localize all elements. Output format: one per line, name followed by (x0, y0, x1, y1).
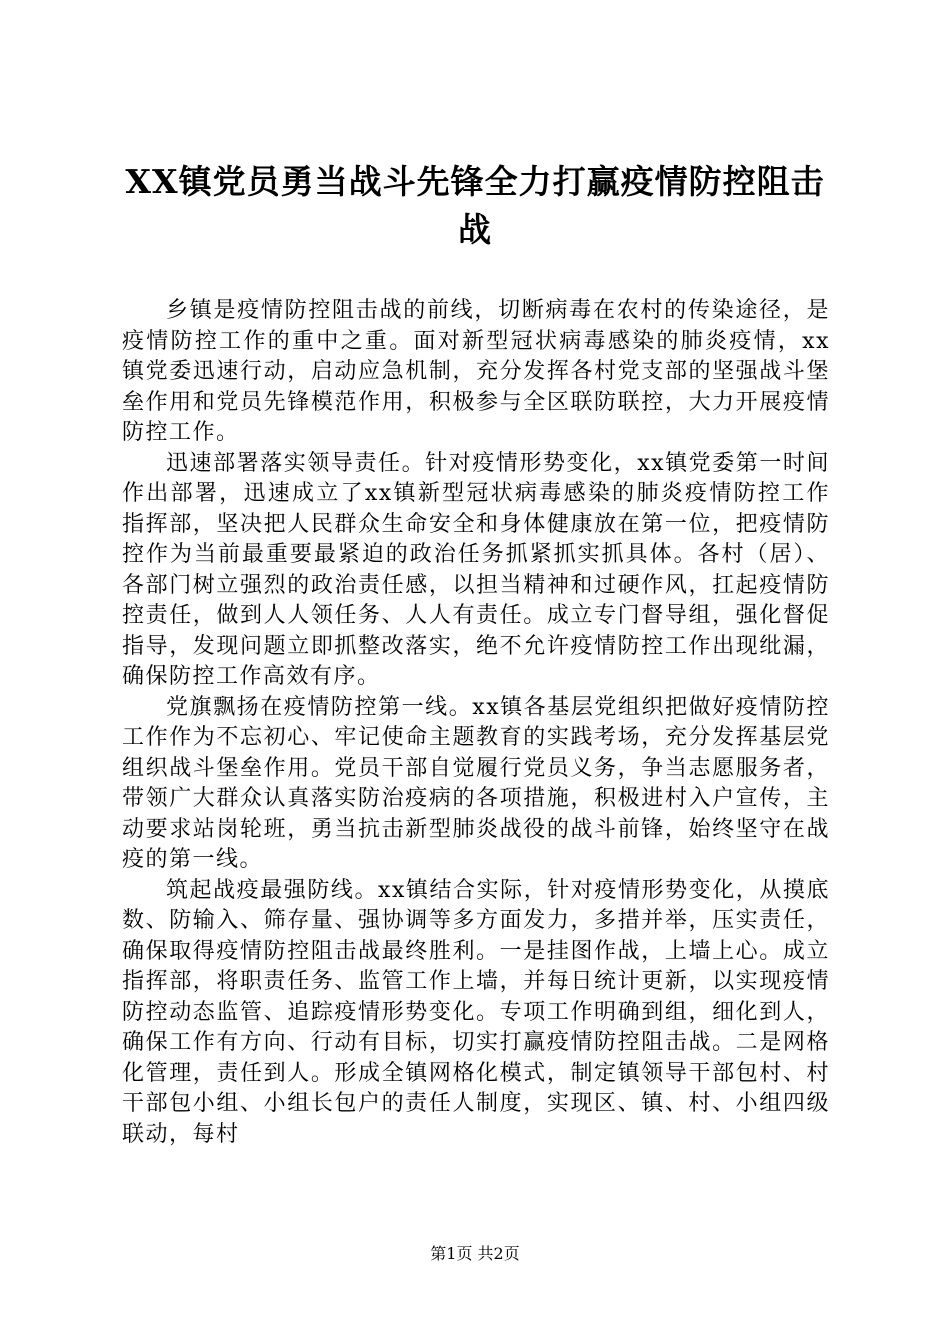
document-title: XX镇党员勇当战斗先锋全力打赢疫情防控阻击战 (125, 162, 825, 249)
paragraph-defense-line: 筑起战疫最强防线。xx镇结合实际，针对疫情形势变化，从摸底数、防输入、筛存量、强协调等多方面发力，多措并举，压实责任，确保取得疫情防控阻击战最终胜利。一是挂图作战，上墙上心。成立指挥部，将职责任务、监管工作上墙，并每日统计更新，以实现疫情防控动态监管、追踪疫情形势变化。专项工作明确到组，细化到人，确保工作有方向、行动有目标，切实打赢疫情防控阻击战。二是网格化管理，责任到人。形成全镇网格化模式，制定镇领导干部包村、村干部包小组、小组长包户的责任人制度，实现区、镇、村、小组四级联动，每村 (122, 877, 830, 1147)
document-body (122, 296, 830, 1182)
paragraph-leadership: 迅速部署落实领导责任。针对疫情形势变化，xx镇党委第一时间作出部署，迅速成立了xx镇新型冠状病毒感染的肺炎疫情防控工作指挥部，坚决把人民群众生命安全和身体健康放在第一位，把疫情防控作为当前最重要最紧迫的政治任务抓紧抓实抓具体。各村（居）、各部门树立强烈的政治责任感，以担当精神和过硬作风，扛起疫情防控责任，做到人人领任务、人人有责任。成立专门督导组，强化督促指导，发现问题立即抓整改落实，绝不允许疫情防控工作出现纰漏，确保防控工作高效有序。 (122, 450, 830, 689)
paragraph-intro: 乡镇是疫情防控阻击战的前线，切断病毒在农村的传染途径，是疫情防控工作的重中之重。面对新型冠状病毒感染的肺炎疫情，xx镇党委迅速行动，启动应急机制，充分发挥各村党支部的坚强战斗堡垒作用和党员先锋模范作用，积极参与全区联防联控，大力开展疫情防控工作。 (122, 298, 830, 445)
paragraph-party-flag: 党旗飘扬在疫情防控第一线。xx镇各基层党组织把做好疫情防控工作作为不忘初心、牢记使命主题教育的实践考场，充分发挥基层党组织战斗堡垒作用。党员干部自觉履行党员义务，争当志愿服务者，带领广大群众认真落实防治疫病的各项措施，积极进村入户宣传，主动要求站岗轮班，勇当抗击新型肺炎战役的战斗前锋，始终坚守在战疫的第一线。 (122, 694, 830, 872)
page-footer: 第1页 共2页 (430, 1244, 520, 1263)
